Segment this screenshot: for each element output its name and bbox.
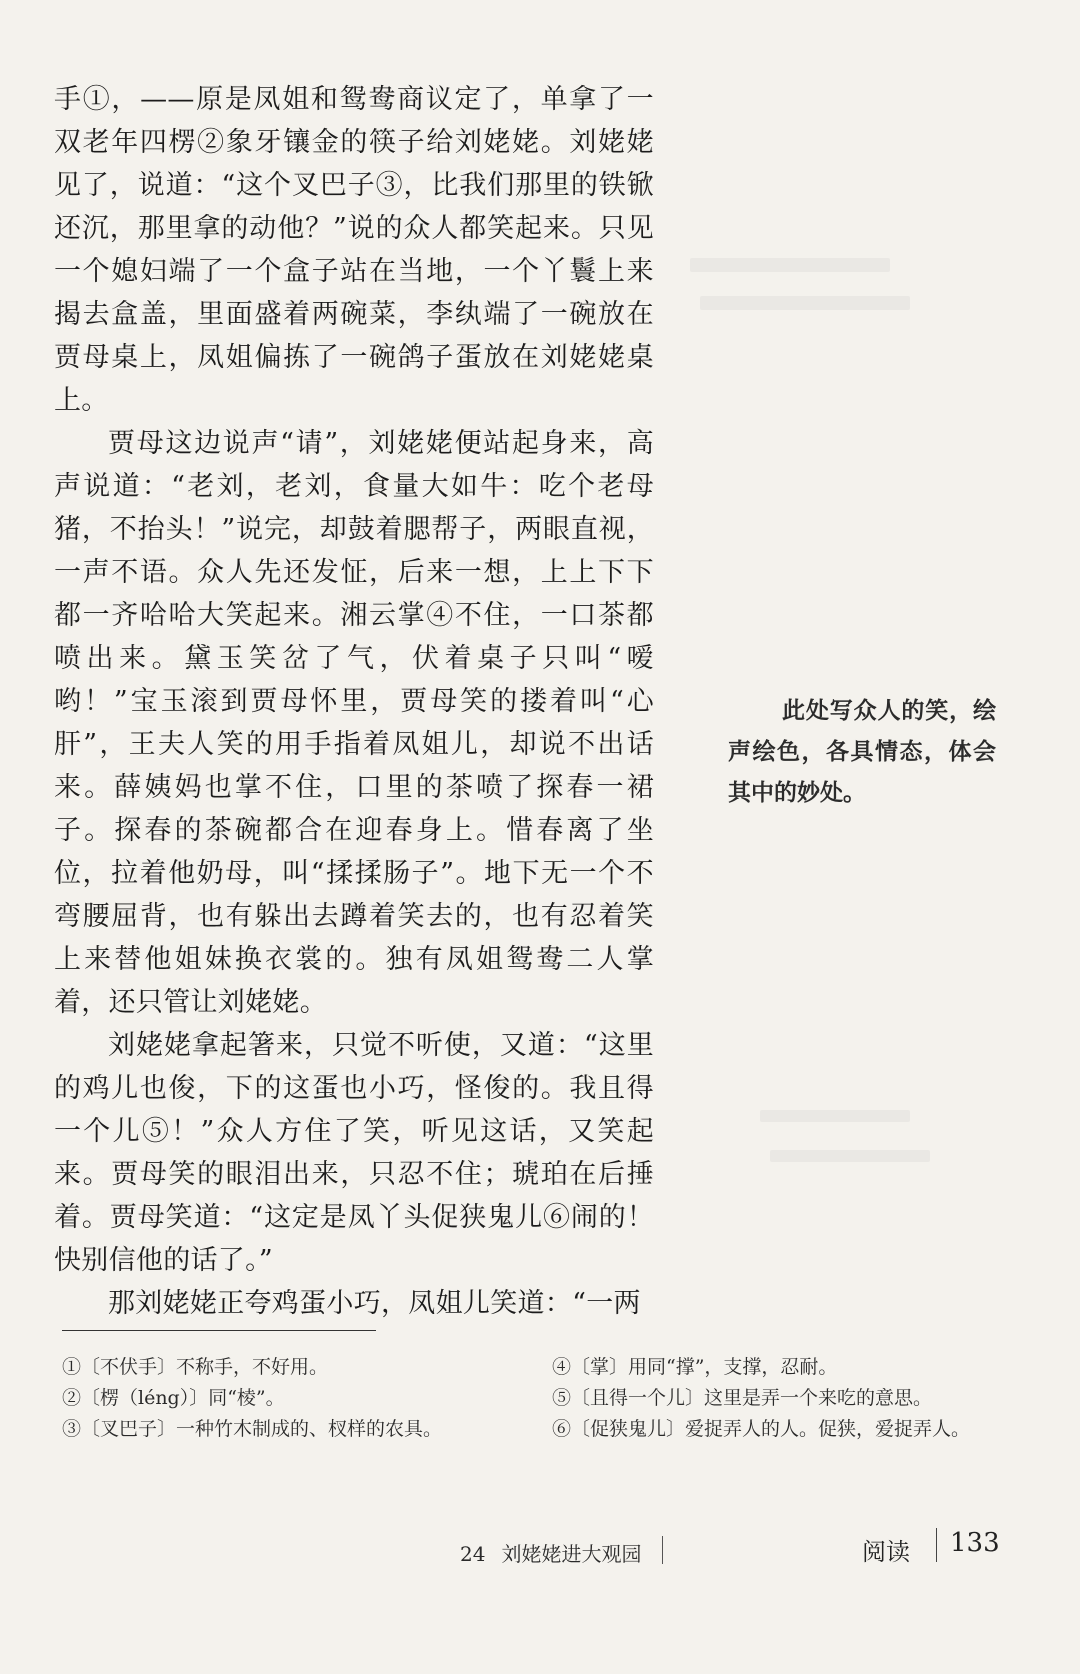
chapter-number: 24: [460, 1542, 486, 1566]
paragraph: 手①，——原是凤姐和鸳鸯商议定了，单拿了一双老年四楞②象牙镶金的筷子给刘姥姥。刘姥姥见了，说道：“这个叉巴子③，比我们那里的铁锨还沉，那里拿的动他？”说的众人都笑起来。只见一个媳妇端了一个盒子站在当地，一个丫鬟上来揭去盒盖，里面盛着两碗菜，李纨端了一碗放在贾母桌上，凤姐偏拣了一碗鸽子蛋放在刘姥姥桌上。: [54, 84, 654, 416]
footer-divider: [936, 1528, 937, 1562]
paragraph: 刘姥姥拿起箸来，只觉不听使，又道：“这里的鸡儿也俊，下的这蛋也小巧，怪俊的。我且得一个儿⑤！”众人方住了笑，听见这话，又笑起来。贾母笑的眼泪出来，只忍不住；琥珀在后捶着。贾母笑道：“这定是凤丫头促狭鬼儿⑥闹的！快别信他的话了。”: [54, 1030, 654, 1276]
show-through-mark: [690, 258, 890, 272]
footnote: ②〔楞（léng）〕同“棱”。: [62, 1387, 285, 1409]
footnotes-right-column: [552, 1352, 1052, 1445]
margin-annotation: [728, 690, 996, 813]
main-text: [54, 78, 654, 1325]
margin-annotation-text: 此处写众人的笑，绘声绘色，各具情态，体会其中的妙处。: [728, 697, 996, 806]
footnote: ⑥〔促狭鬼儿〕爱捉弄人的人。促狭，爱捉弄人。: [552, 1418, 971, 1440]
page-number: 133: [950, 1528, 1000, 1558]
paragraph: 那刘姥姥正夸鸡蛋小巧，凤姐儿笑道：“一两: [108, 1288, 641, 1319]
footer-divider: [662, 1536, 663, 1564]
footnotes-left-column: [62, 1352, 532, 1445]
running-footer-chapter: [460, 1538, 641, 1567]
paragraph: 贾母这边说声“请”，刘姥姥便站起身来，高声说道：“老刘，老刘，食量大如牛：吃个老母猪，不抬头！”说完，却鼓着腮帮子，两眼直视，一声不语。众人先还发怔，后来一想，上上下下都一齐哈哈大笑起来。湘云掌④不住，一口茶都喷出来。黛玉笑岔了气，伏着桌子只叫“嗳哟！”宝玉滚到贾母怀里，贾母笑的搂着叫“心肝”，王夫人笑的用手指着凤姐儿，却说不出话来。薛姨妈也掌不住，口里的茶喷了探春一裙子。探春的茶碗都合在迎春身上。惜春离了坐位，拉着他奶母，叫“揉揉肠子”。地下无一个不弯腰屈背，也有躲出去蹲着笑去的，也有忍着笑上来替他姐妹换衣裳的。独有凤姐鸳鸯二人掌着，还只管让刘姥姥。: [54, 428, 654, 1018]
footnote-divider: [62, 1330, 376, 1331]
show-through-mark: [700, 296, 910, 310]
footnote: ⑤〔且得一个儿〕这里是弄一个来吃的意思。: [552, 1387, 933, 1409]
show-through-mark: [760, 1110, 910, 1122]
footnote: ①〔不伏手〕不称手，不好用。: [62, 1356, 329, 1378]
footnote: ③〔叉巴子〕一种竹木制成的、杈样的农具。: [62, 1418, 443, 1440]
show-through-mark: [770, 1150, 930, 1162]
chapter-title: 刘姥姥进大观园: [501, 1542, 642, 1566]
section-label: 阅读: [862, 1538, 910, 1566]
footnote: ④〔掌〕用同“撑”，支撑，忍耐。: [552, 1356, 838, 1378]
